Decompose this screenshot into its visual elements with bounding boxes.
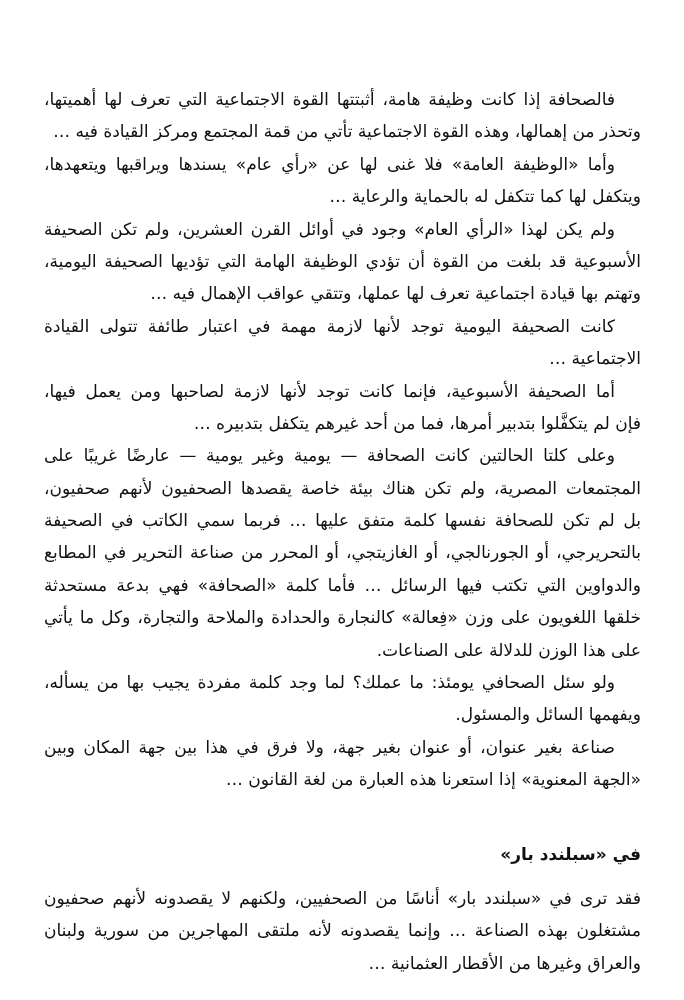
section-heading: في «سبلندد بار» xyxy=(500,844,641,865)
text-line: والدواوين التي تكتب فيها الرسائل … فأما كلمة «الصحافة» فهي بدعة مستحدثة xyxy=(44,575,641,596)
paragraph xyxy=(44,214,641,311)
text-line: فإن لم يتكفَّلوا بتدبير أمرها، فما من أحد غيرهم يتكفل بتدبيره … xyxy=(193,413,641,434)
text-line: والعراق وغيرها من الأقطار العثمانية … xyxy=(368,953,641,974)
paragraph xyxy=(44,883,641,980)
section-body-text xyxy=(44,883,641,980)
text-line: مشتغلون بهذه الصناعة … وإنما يقصدونه لأنه ملتقى المهاجرين من سورية ولبنان xyxy=(44,921,641,942)
text-line: وأما «الوظيفة العامة» فلا غنى لها عن «رأي عام» يسندها ويراقبها ويتعهدها، xyxy=(44,154,615,175)
text-line: على هذا الوزن للدلالة على الصناعات. xyxy=(376,640,641,661)
paragraph xyxy=(44,440,641,667)
text-line: خلقها اللغويون على وزن «فِعالة» كالنجارة والحدادة والملاحة والتجارة، وكل ما يأتي xyxy=(44,608,641,629)
text-line: الاجتماعية … xyxy=(549,349,641,370)
document-page xyxy=(44,84,641,980)
text-line: فقد ترى في «سبلندد بار» أناسًا من الصحفيين، ولكنهم لا يقصدونه لأنهم صحفيون xyxy=(44,888,641,909)
text-line: المجتمعات المصرية، ولم تكن هناك بيئة خاصة يقصدها الصحفيون لأنهم صحفيون، xyxy=(44,478,641,499)
text-line: وتهتم بها قيادة اجتماعية تعرف لها عملها، وتتقي عواقب الإهمال فيه … xyxy=(150,284,641,305)
text-line: بالتحريرجي، أو الجورنالجي، أو الغازيتجي، أو المحرر من صناعة التحرير في المطابع xyxy=(44,543,641,564)
text-line: كانت الصحيفة اليومية توجد لأنها لازمة مهمة في اعتبار طائفة تتولى القيادة xyxy=(44,316,615,337)
body-text xyxy=(44,84,641,797)
text-line: الأسبوعية قد بلغت من القوة أن تؤدي الوظيفة الهامة التي تؤديها الصحيفة اليومية، xyxy=(44,251,641,272)
paragraph xyxy=(44,311,641,376)
text-line: ولم يكن لهذا «الرأي العام» وجود في أوائل القرن العشرين، ولم تكن الصحيفة xyxy=(44,219,615,240)
text-line: ويفهمها السائل والمسئول. xyxy=(455,705,641,726)
text-line: «الجهة المعنوية» إذا استعرنا هذه العبارة من لغة القانون … xyxy=(225,770,641,791)
text-line: وتحذر من إهمالها، وهذه القوة الاجتماعية تأتي من قمة المجتمع ومركز القيادة فيه … xyxy=(53,122,641,143)
text-line: وعلى كلتا الحالتين كانت الصحافة — يومية وغير يومية — عارضًا غريبًا على xyxy=(44,446,615,467)
text-line: بل لم تكن للصحافة نفسها كلمة متفق عليها … فربما سمي الكاتب في الصحيفة xyxy=(44,511,641,532)
paragraph xyxy=(44,376,641,441)
paragraph xyxy=(44,667,641,732)
text-line: ويتكفل لها كما تتكفل له بالحماية والرعاية … xyxy=(329,187,641,208)
text-line: صناعة بغير عنوان، أو عنوان بغير جهة، ولا فرق في هذا بين جهة المكان وبين xyxy=(44,737,615,758)
text-line: أما الصحيفة الأسبوعية، فإنما كانت توجد لأنها لازمة لصاحبها ومن يعمل فيها، xyxy=(44,381,615,402)
paragraph xyxy=(44,732,641,797)
text-line: فالصحافة إذا كانت وظيفة هامة، أثبتتها القوة الاجتماعية التي تعرف لها أهميتها، xyxy=(44,90,615,110)
paragraph xyxy=(44,84,641,149)
paragraph xyxy=(44,149,641,214)
text-line: ولو سئل الصحافي يومئذ: ما عملك؟ لما وجد كلمة مفردة يجيب بها من يسأله، xyxy=(44,673,615,694)
